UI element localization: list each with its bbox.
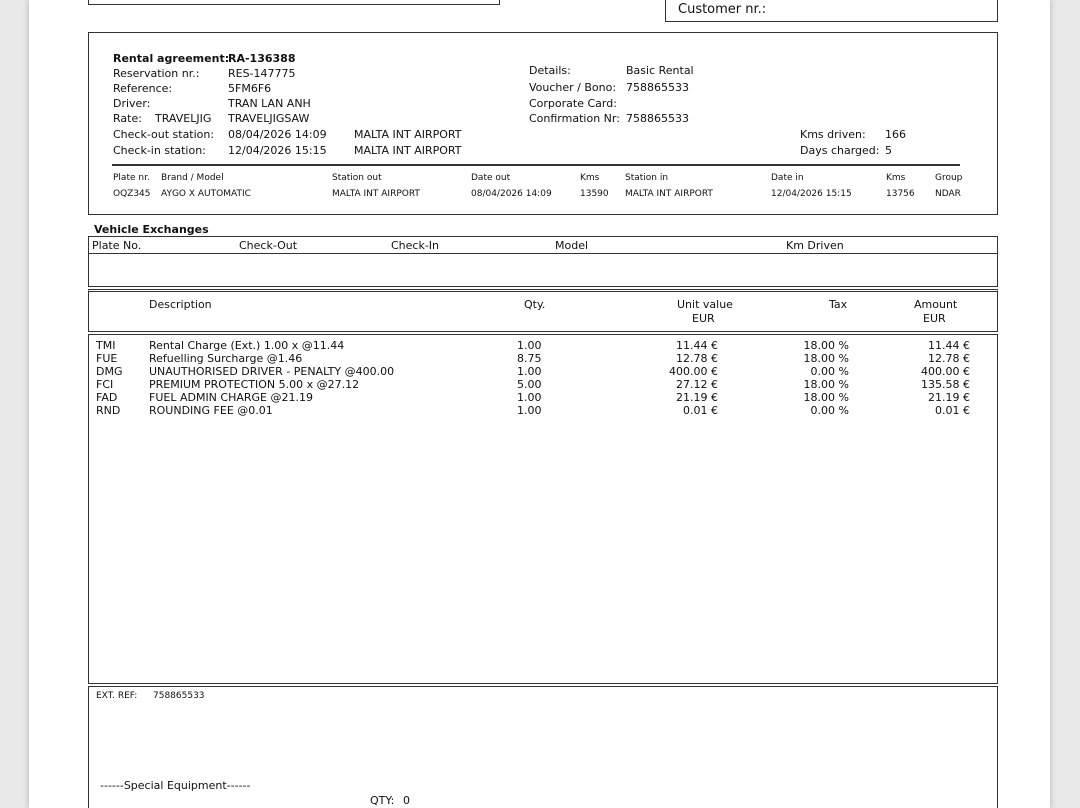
charge-unit: 400.00 € (669, 365, 718, 378)
agreement-divider (112, 164, 960, 166)
charge-code: TMI (96, 339, 116, 352)
charge-qty: 1.00 (517, 391, 542, 404)
charge-tax: 18.00 % (803, 339, 849, 352)
checkin-date: 12/04/2026 15:15 (228, 144, 327, 157)
charge-tax: 0.00 % (810, 404, 849, 417)
reference-value: 5FM6F6 (228, 82, 272, 95)
charge-description: Refuelling Surcharge @1.46 (149, 352, 303, 365)
vehicle-group: NDAR (935, 189, 961, 199)
vehicle-station-out: MALTA INT AIRPORT (332, 189, 420, 199)
charge-row (89, 339, 997, 352)
charge-unit: 21.19 € (676, 391, 718, 404)
footer-box (88, 686, 998, 808)
rate-value: TRAVELJIGSAW (228, 112, 310, 125)
kms-driven-label: Kms driven: (800, 128, 866, 141)
reservation-value: RES-147775 (228, 67, 296, 80)
charge-unit: 0.01 € (683, 404, 718, 417)
vehicle-header-date-in: Date in (771, 173, 804, 183)
rate-code: TRAVELJIG (155, 112, 212, 125)
driver-value: TRAN LAN ANH (228, 97, 311, 110)
exchanges-body-box (88, 253, 998, 287)
vehicle-header-plate: Plate nr. (113, 173, 150, 183)
ext-ref-value: 758865533 (153, 691, 205, 701)
top-left-box (88, 0, 500, 5)
charge-description: FUEL ADMIN CHARGE @21.19 (149, 391, 313, 404)
vehicle-date-in: 12/04/2026 15:15 (771, 189, 852, 199)
confirmation-label: Confirmation Nr: (529, 112, 620, 125)
charge-qty: 1.00 (517, 365, 542, 378)
checkout-date: 08/04/2026 14:09 (228, 128, 327, 141)
rental-agreement-label: Rental agreement: (113, 52, 230, 65)
qty-label: QTY: (370, 794, 395, 807)
voucher-label: Voucher / Bono: (529, 81, 617, 94)
charge-unit: 11.44 € (676, 339, 718, 352)
charge-tax: 18.00 % (803, 391, 849, 404)
corporate-label: Corporate Card: (529, 97, 617, 110)
vehicle-header-brand: Brand / Model (161, 173, 224, 183)
vehicle-header-kms-in: Kms (886, 173, 906, 183)
charges-header-box (88, 289, 998, 332)
charges-header-amount: Amount (914, 298, 958, 311)
charge-amount: 400.00 € (921, 365, 970, 378)
confirmation-value: 758865533 (626, 112, 689, 125)
vehicle-date-out: 08/04/2026 14:09 (471, 189, 552, 199)
special-equipment-label: ------Special Equipment------ (100, 779, 251, 792)
exchanges-header-model: Model (555, 239, 589, 252)
charge-tax: 18.00 % (803, 378, 849, 391)
exchanges-header-plate: Plate No. (92, 239, 142, 252)
charge-code: FAD (96, 391, 118, 404)
charges-header-amount-currency: EUR (923, 312, 946, 325)
charge-row (89, 365, 997, 378)
reference-label: Reference: (113, 82, 173, 95)
charges-header-qty: Qty. (524, 298, 546, 311)
charge-qty: 1.00 (517, 339, 542, 352)
ext-ref-label: EXT. REF: (96, 691, 138, 701)
document-page (29, 0, 1050, 808)
checkout-station: MALTA INT AIRPORT (354, 128, 462, 141)
charge-tax: 0.00 % (810, 365, 849, 378)
charge-amount: 135.58 € (921, 378, 970, 391)
charge-code: RND (96, 404, 121, 417)
charge-code: FCI (96, 378, 114, 391)
customer-box (665, 0, 998, 22)
exchanges-header-checkout: Check-Out (239, 239, 298, 252)
vehicle-header-group: Group (935, 173, 963, 183)
vehicle-header-date-out: Date out (471, 173, 511, 183)
exchanges-header-km: Km Driven (786, 239, 844, 252)
charge-amount: 21.19 € (928, 391, 970, 404)
charge-qty: 5.00 (517, 378, 542, 391)
charges-header-unit-currency: EUR (692, 312, 715, 325)
charge-description: PREMIUM PROTECTION 5.00 x @27.12 (149, 378, 360, 391)
charges-header-tax: Tax (829, 298, 848, 311)
vehicle-kms-in: 13756 (886, 189, 915, 199)
customer-nr-label: Customer nr.: (678, 2, 767, 17)
charge-row (89, 378, 997, 391)
driver-label: Driver: (113, 97, 151, 110)
exchanges-header-box (88, 236, 998, 254)
reservation-label: Reservation nr.: (113, 67, 200, 80)
details-label: Details: (529, 64, 571, 77)
charge-unit: 12.78 € (676, 352, 718, 365)
checkin-station: MALTA INT AIRPORT (354, 144, 462, 157)
details-value: Basic Rental (626, 64, 694, 77)
charge-amount: 12.78 € (928, 352, 970, 365)
charge-description: ROUNDING FEE @0.01 (149, 404, 273, 417)
rental-agreement-value: RA-136388 (228, 52, 296, 65)
days-charged-label: Days charged: (800, 144, 880, 157)
charge-row (89, 391, 997, 404)
checkin-label: Check-in station: (113, 144, 206, 157)
vehicle-header-station-in: Station in (625, 173, 669, 183)
vehicle-station-in: MALTA INT AIRPORT (625, 189, 713, 199)
qty-value: 0 (403, 794, 410, 807)
charge-row (89, 404, 997, 417)
voucher-value: 758865533 (626, 81, 689, 94)
vehicle-brand: AYGO X AUTOMATIC (161, 189, 251, 199)
charge-amount: 0.01 € (935, 404, 970, 417)
vehicle-header-station-out: Station out (332, 173, 382, 183)
kms-driven-value: 166 (885, 128, 906, 141)
charge-description: Rental Charge (Ext.) 1.00 x @11.44 (149, 339, 345, 352)
charge-qty: 1.00 (517, 404, 542, 417)
charges-body-box (88, 334, 998, 684)
charge-row (89, 352, 997, 365)
charge-code: FUE (96, 352, 118, 365)
charge-qty: 8.75 (517, 352, 542, 365)
charge-description: UNAUTHORISED DRIVER - PENALTY @400.00 (149, 365, 395, 378)
vehicle-plate: OQZ345 (113, 189, 151, 199)
vehicle-kms-out: 13590 (580, 189, 609, 199)
charge-code: DMG (96, 365, 123, 378)
agreement-box (88, 32, 998, 215)
charge-amount: 11.44 € (928, 339, 970, 352)
charge-unit: 27.12 € (676, 378, 718, 391)
exchanges-title: Vehicle Exchanges (94, 223, 209, 236)
rate-label: Rate: (113, 112, 142, 125)
charges-header-unit: Unit value (677, 298, 733, 311)
charges-header-description: Description (149, 298, 212, 311)
checkout-label: Check-out station: (113, 128, 215, 141)
days-charged-value: 5 (885, 144, 892, 157)
vehicle-header-kms-out: Kms (580, 173, 600, 183)
charge-tax: 18.00 % (803, 352, 849, 365)
exchanges-header-checkin: Check-In (391, 239, 440, 252)
